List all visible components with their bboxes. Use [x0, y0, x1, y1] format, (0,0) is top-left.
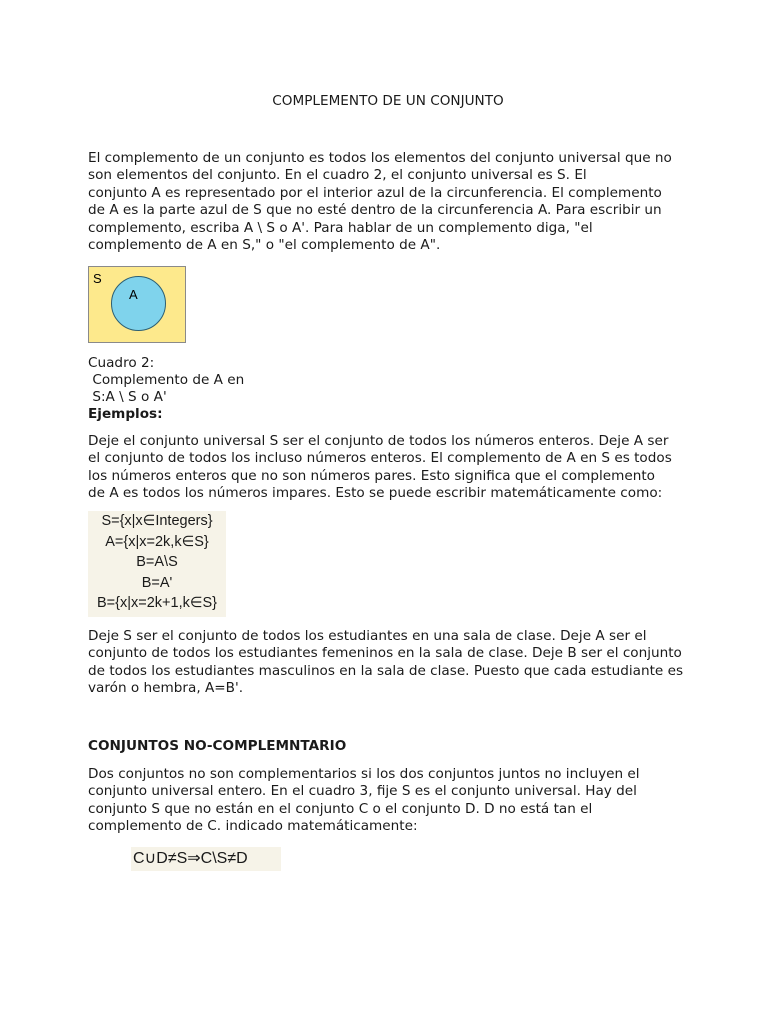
formula-line: B=A\S	[136, 554, 178, 570]
caption-line: S:A \ S o A'	[88, 389, 167, 405]
formula-line: B={x|x=2k+1,k∈S}	[97, 595, 217, 611]
text-line: de todos los estudiantes masculinos en la sala de clase. Puesto que cada estudiante es	[88, 662, 684, 679]
section2-heading: CONJUNTOS NO-COMPLEMNTARIO	[88, 738, 347, 754]
text-line: complemento de C. indicado matemáticamente:	[88, 818, 418, 835]
text-line: Dos conjuntos no son complementarios si los dos conjuntos juntos no incluyen el	[88, 766, 640, 782]
text-line: el conjunto de todos los incluso números enteros. El complemento de A en S es todos	[88, 450, 672, 467]
text-line: conjunto universal entero. En el cuadro 3, fije S es el conjunto universal. Hay del	[88, 783, 637, 800]
formula-line: S={x|x∈Integers}	[101, 513, 213, 529]
text-line: de A es todos los números impares. Esto se puede escribir matemáticamente como:	[88, 485, 663, 502]
example2-paragraph	[88, 628, 688, 698]
formula-line: B=A'	[141, 574, 173, 591]
formula-line: A={x|x=2k,k∈S}	[105, 533, 209, 550]
text-line: Deje S ser el conjunto de todos los estudiantes en una sala de clase. Deje A ser el	[88, 628, 647, 644]
formula-block	[88, 511, 226, 617]
text-line: conjunto A es representado por el interior azul de la circunferencia. El complemento	[88, 184, 662, 201]
example1-paragraph	[88, 433, 688, 503]
non-complement-formula: C∪D≠S⇒C\S≠D	[131, 847, 281, 871]
text-line: los números enteros que no son números pares. Esto significa que el complemento	[88, 467, 655, 484]
text-line: complemento de A en S," o "el complemento de A".	[88, 237, 441, 254]
text-line: de A es la parte azul de S que no esté dentro de la circunferencia A. Para escribir un	[88, 202, 662, 219]
venn-diagram	[88, 266, 186, 343]
text-line: conjunto S que no están en el conjunto C o el conjunto D. D no está tan el	[88, 800, 593, 817]
caption-line: Complemento de A en	[88, 372, 245, 388]
universe-label: S	[93, 271, 102, 286]
caption-line: Cuadro 2:	[88, 355, 155, 371]
text-line: El complemento de un conjunto es todos los elementos del conjunto universal que no	[88, 150, 672, 166]
figure-caption	[88, 355, 288, 423]
text-line: Deje el conjunto universal S ser el conjunto de todos los números enteros. Deje A ser	[88, 433, 669, 449]
examples-heading: Ejemplos:	[88, 406, 163, 422]
text-line: complemento, escriba A \ S o A'. Para hablar de un complemento diga, "el	[88, 219, 593, 236]
intro-paragraph	[88, 150, 688, 254]
text-line: son elementos del conjunto. En el cuadro 2, el conjunto universal es S. El	[88, 167, 587, 184]
document-title: COMPLEMENTO DE UN CONJUNTO	[272, 93, 504, 109]
set-a-circle	[111, 276, 166, 331]
set-a-label: A	[129, 287, 138, 302]
section2-paragraph	[88, 766, 688, 836]
text-line: varón o hembra, A=B'.	[88, 680, 244, 697]
text-line: conjunto de todos los estudiantes femeninos en la sala de clase. Deje B ser el conjunto	[88, 645, 682, 662]
